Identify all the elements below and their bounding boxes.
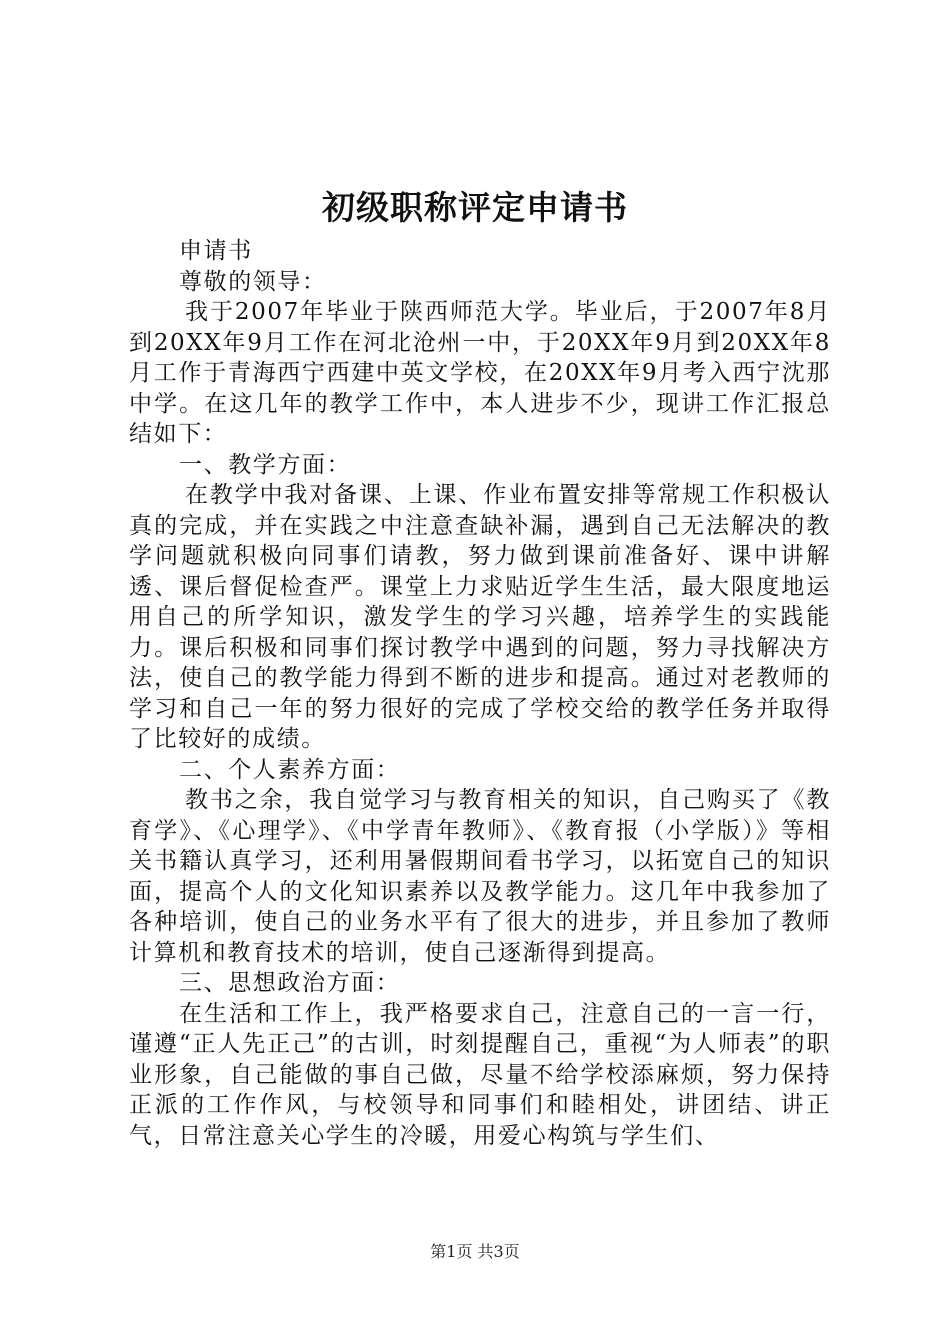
- paragraph-salutation: 尊敬的领导：: [179, 268, 327, 295]
- section-heading-teaching: 一、教学方面：: [179, 451, 352, 478]
- page-footer: 第1页 共3页: [430, 1242, 520, 1261]
- section-heading-political: 三、思想政治方面：: [179, 970, 401, 996]
- section-heading-personal: 二、个人素养方面：: [179, 756, 401, 783]
- document-body: [129, 236, 831, 1151]
- paragraph-intro: 我于2007年毕业于陕西师范大学。毕业后，于2007年8月到20XX年9月工作在河北沧州一中，于20XX年9月到20XX年8月工作于青海西宁西建中英文学校，在20XX年9月考入西宁沈那中学。在这几年的教学工作中，本人进步不少，现讲工作汇报总结如下：: [129, 299, 831, 447]
- paragraph-political: 在生活和工作上，我严格要求自己，注意自己的一言一行，谨遵“正人先正己”的古训，时刻提醒自己，重视“为人师表”的职业形象，自己能做的事自己做，尽量不给学校添麻烦，努力保持正派的工作作风，与校领导和同事们和睦相处，讲团结、讲正气，日常注意关心学生的冷暖，用爱心构筑与学生们、: [129, 1000, 831, 1149]
- paragraph-personal: 教书之余，我自觉学习与教育相关的知识，自己购买了《教育学》、《心理学》、《中学青年教师》、《教育报（小学版）》等相关书籍认真学习，还利用暑假期间看书学习，以拓宽自己的知识面，提高个人的文化知识素养以及教学能力。这几年中我参加了各种培训，使自己的业务水平有了很大的进步，并且参加了教师计算机和教育技术的培训，使自己逐渐得到提高。: [129, 787, 831, 966]
- paragraph-heading-application: 申请书: [179, 238, 253, 264]
- document-title: 初级职称评定申请书: [322, 188, 628, 227]
- paragraph-teaching: 在教学中我对备课、上课、作业布置安排等常规工作积极认真的完成，并在实践之中注意查缺补漏，遇到自己无法解决的教学问题就积极向同事们请教，努力做到课前准备好、课中讲解透、课后督促检查严。课堂上力求贴近学生生活，最大限度地运用自己的所学知识，激发学生的学习兴趣，培养学生的实践能力。课后积极和同事们探讨教学中遇到的问题，努力寻找解决方法，使自己的教学能力得到不断的进步和提高。通过对老教师的学习和自己一年的努力很好的完成了学校交给的教学任务并取得了比较好的成绩。: [129, 482, 831, 752]
